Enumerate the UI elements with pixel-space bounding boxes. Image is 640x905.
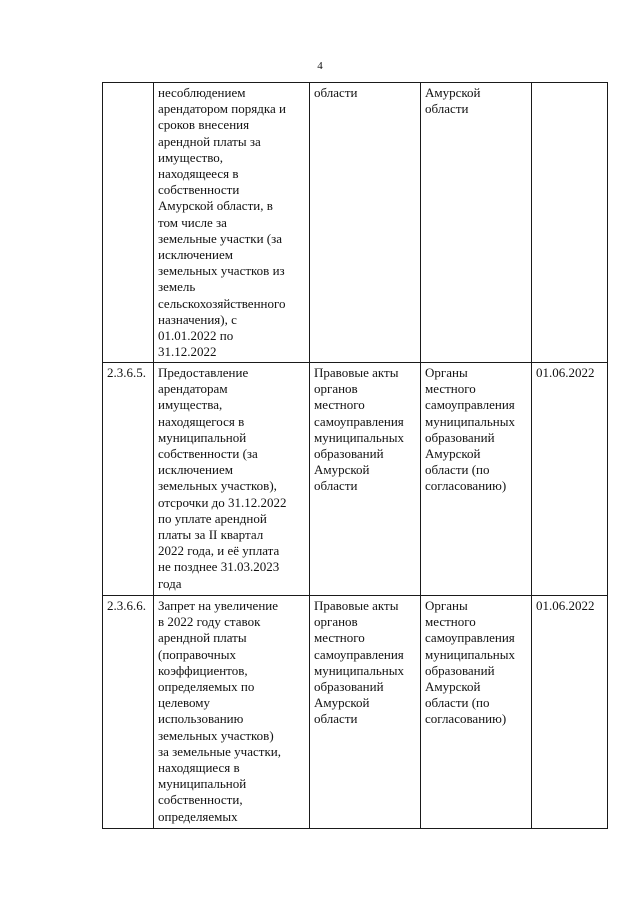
measure-description-cell: несоблюдением арендатором порядка и сроков внесения арендной платы за имущество, находящееся в собственности Амурской области, в том числе за земельные участки (за исключением земельных участков из земель сельскохозяйственного назначения), с 01.01.2022 по 31.12.2022 [154, 83, 310, 363]
executor-cell: Органы местного самоуправления муниципальных образований Амурской области (по согласованию) [421, 596, 532, 829]
legal-act-cell: области [310, 83, 421, 363]
table-row [103, 363, 608, 596]
measures-table [102, 82, 608, 829]
deadline-cell: 01.06.2022 [532, 363, 608, 596]
executor-cell: Амурской области [421, 83, 532, 363]
item-number-cell: 2.3.6.5. [103, 363, 154, 596]
executor-cell: Органы местного самоуправления муниципальных образований Амурской области (по согласованию) [421, 363, 532, 596]
legal-act-cell: Правовые акты органов местного самоуправления муниципальных образований Амурской области [310, 363, 421, 596]
page-number: 4 [317, 60, 323, 72]
table-row [103, 596, 608, 829]
measure-description-cell: Предоставление арендаторам имущества, находящегося в муниципальной собственности (за исключением земельных участков), отсрочки до 31.12.2022 по уплате арендной платы за II квартал 2022 года, и её уплата не позднее 31.03.2023 года [154, 363, 310, 596]
table-row [103, 83, 608, 363]
item-number-cell [103, 83, 154, 363]
legal-act-cell: Правовые акты органов местного самоуправления муниципальных образований Амурской области [310, 596, 421, 829]
deadline-cell: 01.06.2022 [532, 596, 608, 829]
measure-description-cell: Запрет на увеличение в 2022 году ставок арендной платы (поправочных коэффициентов, определяемых по целевому использованию земельных участков) за земельные участки, находящиеся в муниципальной собственности, определяемых [154, 596, 310, 829]
item-number-cell: 2.3.6.6. [103, 596, 154, 829]
deadline-cell [532, 83, 608, 363]
